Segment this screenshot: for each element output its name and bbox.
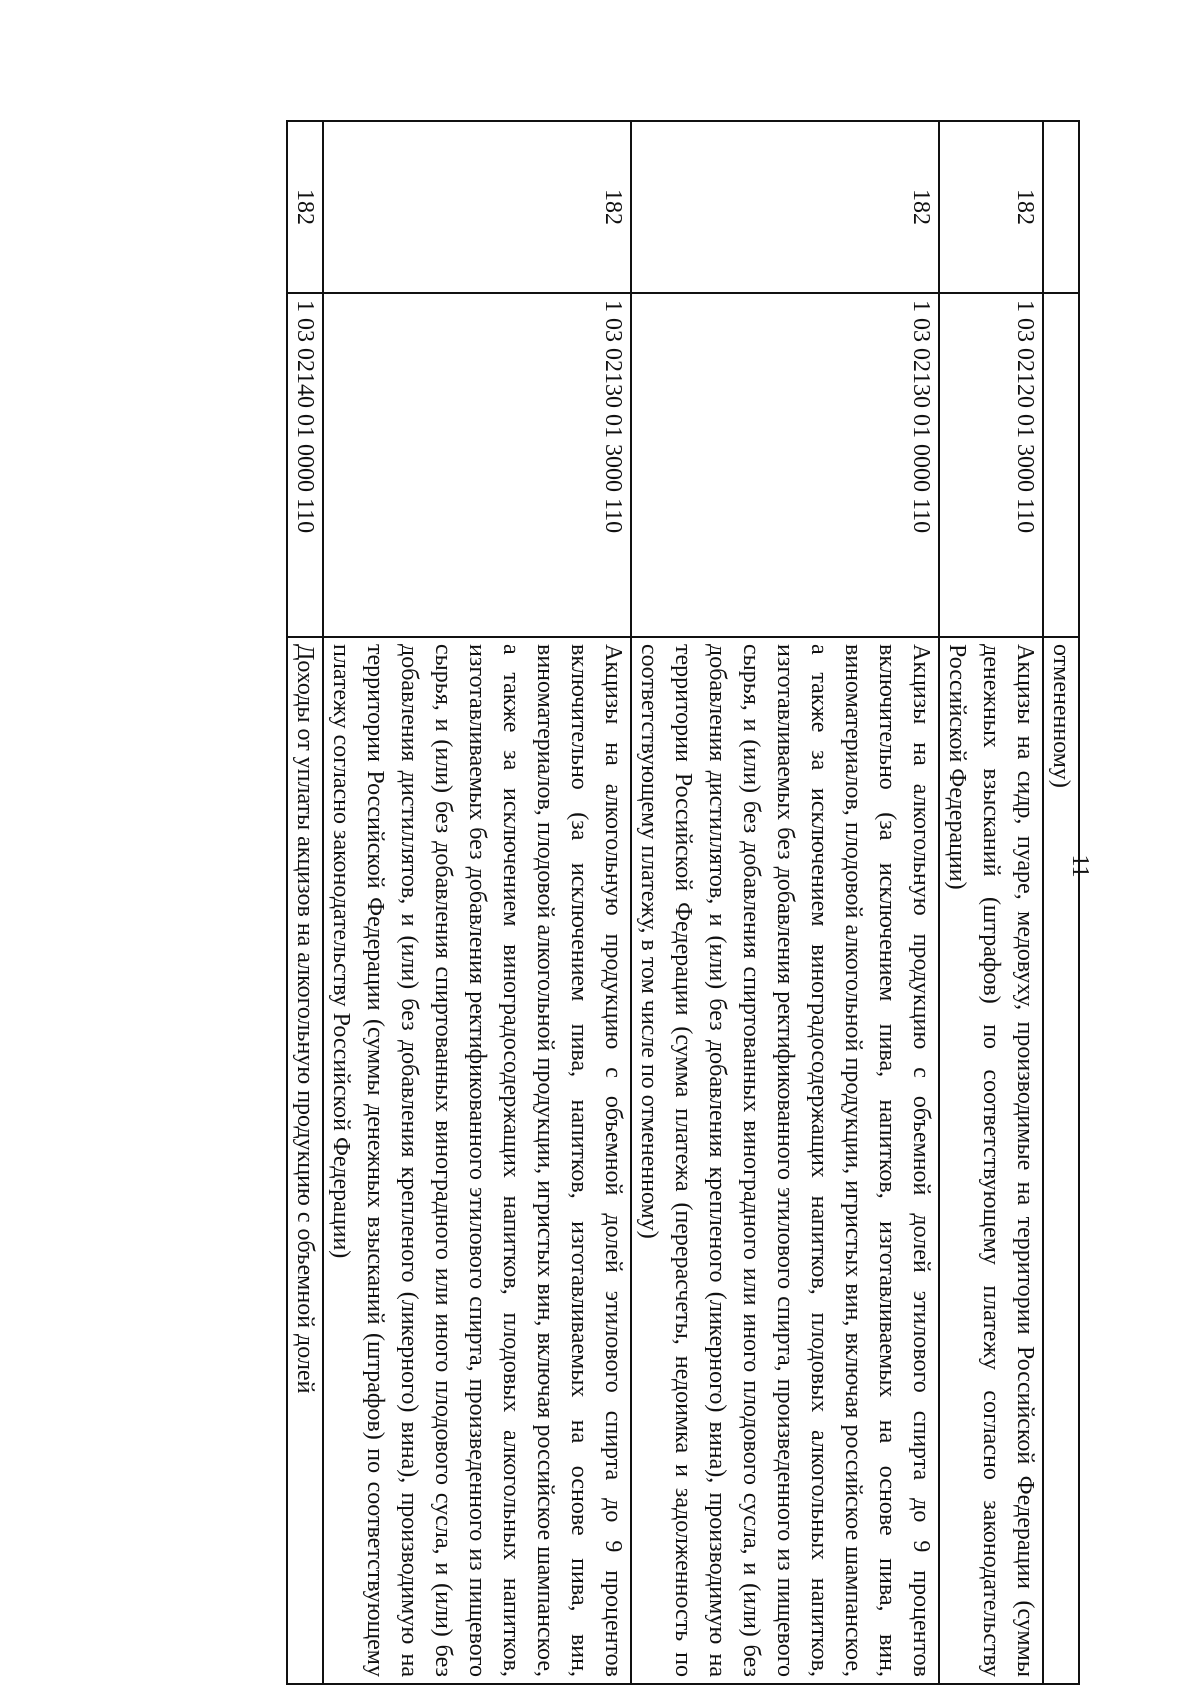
continuation-cell: отмененному): [1043, 637, 1079, 1684]
kbk-code-cell: 1 03 02130 01 3000 110: [323, 293, 631, 637]
admin-code-cell: 182: [631, 121, 939, 293]
table-row: [631, 121, 939, 1684]
rotated-page-content: [80, 120, 1080, 1685]
table-row: [287, 121, 323, 1684]
page-number: 11: [1067, 854, 1093, 878]
description-cell: Акцизы на алкогольную продукцию с объемной долей этилового спирта до 9 процентов включительно (за исключением пива, напитков, изготавливаемых на основе пива, вин, виноматериалов, плодовой алкогольной продукции, игристых вин, включая российское шампанское, а также за исключением виноградосодержащих напитков, плодовых алкогольных напитков, изготавливаемых без добавления ректификованного этилового спирта, произведенного из пищевого сырья, и (или) без добавления спиртованных виноградного или иного плодового сусла, и (или) без добавления дистиллятов, и (или) без добавления крепленого (ликерного) вина), производимую на территории Российской Федерации (суммы денежных взысканий (штрафов) по соответствующему платежу согласно законодательству Российской Федерации): [323, 637, 631, 1684]
table-cell: [1043, 121, 1079, 293]
description-cell: Акцизы на алкогольную продукцию с объемной долей этилового спирта до 9 процентов включительно (за исключением пива, напитков, изготавливаемых на основе пива, вин, виноматериалов, плодовой алкогольной продукции, игристых вин, включая российское шампанское, а также за исключением виноградосодержащих напитков, плодовых алкогольных напитков, изготавливаемых без добавления ректификованного этилового спирта, произведенного из пищевого сырья, и (или) без добавления спиртованных виноградного или иного плодового сусла, и (или) без добавления дистиллятов, и (или) без добавления крепленого (ликерного) вина), производимую на территории Российской Федерации (сумма платежа (перерасчеты, недоимка и задолженность по соответствующему платежу, в том числе по отмененному): [631, 637, 939, 1684]
table-row: [939, 121, 1043, 1684]
table-row: [323, 121, 631, 1684]
kbk-code-cell: 1 03 02120 01 3000 110: [939, 293, 1043, 637]
admin-code-cell: 182: [323, 121, 631, 293]
admin-code-cell: 182: [287, 121, 323, 293]
admin-code-cell: 182: [939, 121, 1043, 293]
table-row: [1043, 121, 1079, 1684]
kbk-code-cell: 1 03 02130 01 0000 110: [631, 293, 939, 637]
table-cell: [1043, 293, 1079, 637]
budget-code-table: [286, 120, 1080, 1685]
kbk-code-cell: 1 03 02140 01 0000 110: [287, 293, 323, 637]
description-cell: Доходы от уплаты акцизов на алкогольную продукцию с объемной долей: [287, 637, 323, 1684]
description-cell: Акцизы на сидр, пуаре, медовуху, производимые на территории Российской Федерации (суммы денежных взысканий (штрафов) по соответствующему платежу согласно законодательству Российской Федерации): [939, 637, 1043, 1684]
